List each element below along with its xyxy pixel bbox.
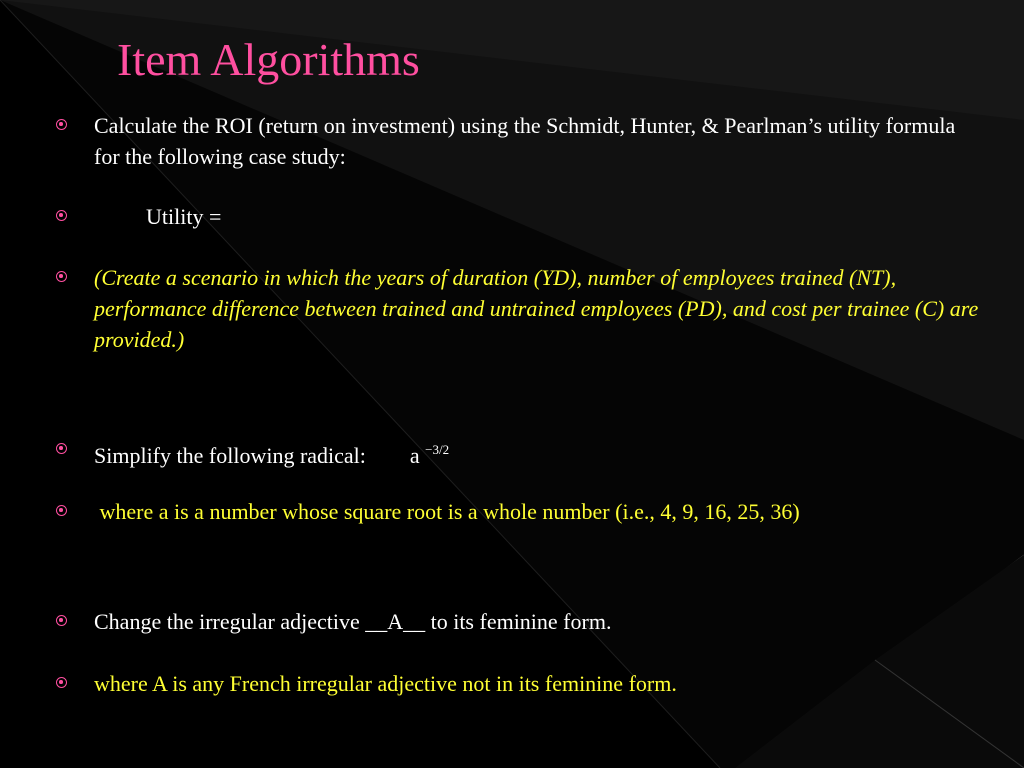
bullet-circle-icon	[56, 505, 67, 516]
radical-base: a	[409, 443, 420, 468]
bullet-circle-icon	[56, 677, 67, 688]
slide-title: Item Algorithms	[117, 34, 420, 85]
bullet-text	[94, 434, 449, 471]
bullet-text: Utility =	[146, 204, 222, 229]
radical-prompt: Simplify the following radical:	[94, 443, 366, 468]
bullet-circle-icon	[56, 119, 67, 130]
bullet-circle-icon	[56, 271, 67, 282]
bullet-circle-icon	[56, 615, 67, 626]
bullet-text: where a is a number whose square root is a whole number (i.e., 4, 9, 16, 25, 36)	[94, 499, 800, 524]
bullet-circle-icon	[56, 210, 67, 221]
bullet-circle-icon	[56, 443, 67, 454]
bullet-text: Calculate the ROI (return on investment) using the Schmidt, Hunter, & Pearlman’s utility formula for the following case study:	[94, 113, 956, 169]
radical-exponent: −3/2	[425, 442, 450, 457]
bullet-text: (Create a scenario in which the years of duration (YD), number of employees trained (NT), performance difference between trained and untrained employees (PD), and cost per trainee (C) are provided.)	[94, 265, 979, 352]
bullet-text: where A is any French irregular adjective not in its feminine form.	[94, 671, 677, 696]
bullet-text: Change the irregular adjective __A__ to its feminine form.	[94, 609, 612, 634]
